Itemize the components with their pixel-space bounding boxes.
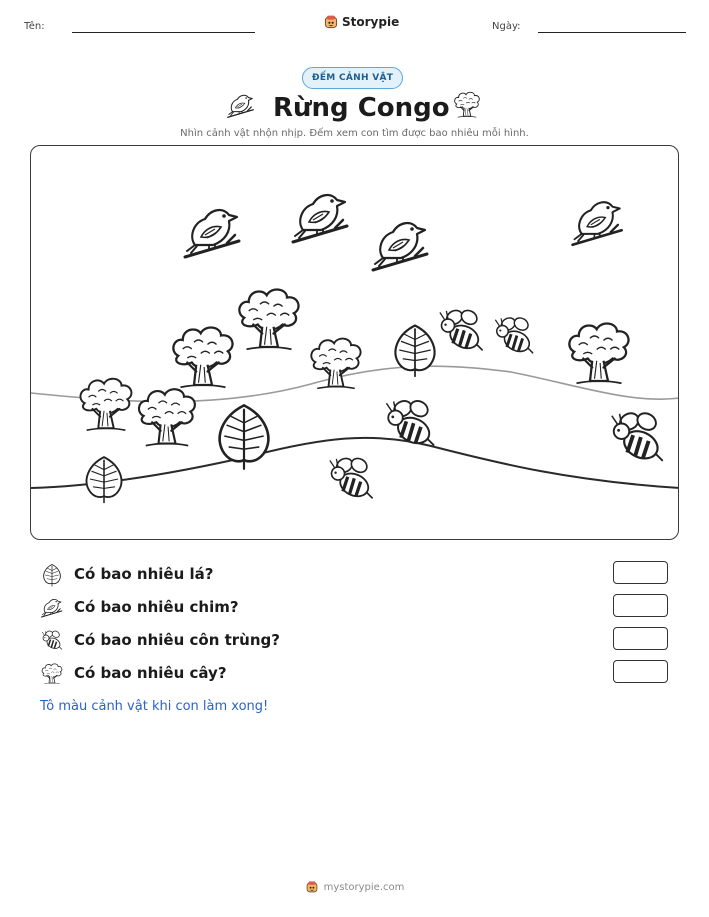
tree-icon (173, 328, 232, 388)
answer-box-trees[interactable] (613, 660, 668, 683)
tree-icon (40, 662, 64, 686)
brand-logo (323, 14, 399, 30)
tree-icon (452, 90, 482, 120)
category-badge: ĐẾM CẢNH VẬT (302, 67, 403, 89)
bee-icon (40, 629, 64, 653)
question-text: Có bao nhiêu lá? (74, 565, 214, 583)
storypie-mascot-icon (323, 14, 339, 30)
question-text: Có bao nhiêu chim? (74, 598, 239, 616)
counting-scene (30, 145, 679, 540)
answer-box-birds[interactable] (613, 594, 668, 617)
name-field[interactable] (72, 32, 255, 33)
brand-name: Storypie (342, 15, 400, 29)
tree-icon (569, 324, 628, 384)
leaf-icon (87, 457, 122, 502)
answer-box-leaves[interactable] (613, 561, 668, 584)
leaf-icon (40, 563, 64, 587)
coloring-instruction: Tô màu cảnh vật khi con làm xong! (40, 699, 269, 714)
date-field[interactable] (538, 32, 686, 33)
question-row-trees (40, 662, 670, 686)
footer (0, 880, 709, 894)
tree-icon (311, 339, 360, 389)
page-title: Rừng Congo (273, 93, 450, 123)
bee-icon (386, 398, 433, 448)
bee-icon (440, 308, 482, 353)
date-label: Ngày: (492, 21, 521, 32)
name-label: Tên: (24, 21, 45, 32)
bird-icon (226, 91, 256, 121)
storypie-mascot-icon (305, 880, 319, 894)
scene-illustration (31, 146, 679, 540)
footer-site[interactable]: mystorypie.com (323, 881, 405, 893)
bee-icon (612, 410, 662, 464)
question-row-birds (40, 596, 670, 620)
tree-icon (239, 290, 298, 350)
leaf-icon (220, 405, 269, 468)
bird-icon (185, 210, 239, 257)
bird-icon (293, 195, 347, 242)
question-text: Có bao nhiêu côn trùng? (74, 631, 280, 649)
answer-box-insects[interactable] (613, 627, 668, 650)
tree-icon (139, 389, 195, 445)
bird-icon (573, 202, 622, 245)
question-row-leaves (40, 563, 670, 587)
page-subtitle: Nhìn cảnh vật nhộn nhịp. Đếm xem con tìm được bao nhiêu mỗi hình. (180, 128, 529, 139)
bee-icon (330, 456, 372, 501)
bird-icon (40, 596, 64, 620)
tree-icon (80, 379, 131, 430)
question-row-insects (40, 629, 670, 653)
question-text: Có bao nhiêu cây? (74, 664, 227, 682)
bee-icon (495, 315, 532, 355)
bird-icon (373, 223, 427, 270)
leaf-icon (395, 326, 434, 377)
